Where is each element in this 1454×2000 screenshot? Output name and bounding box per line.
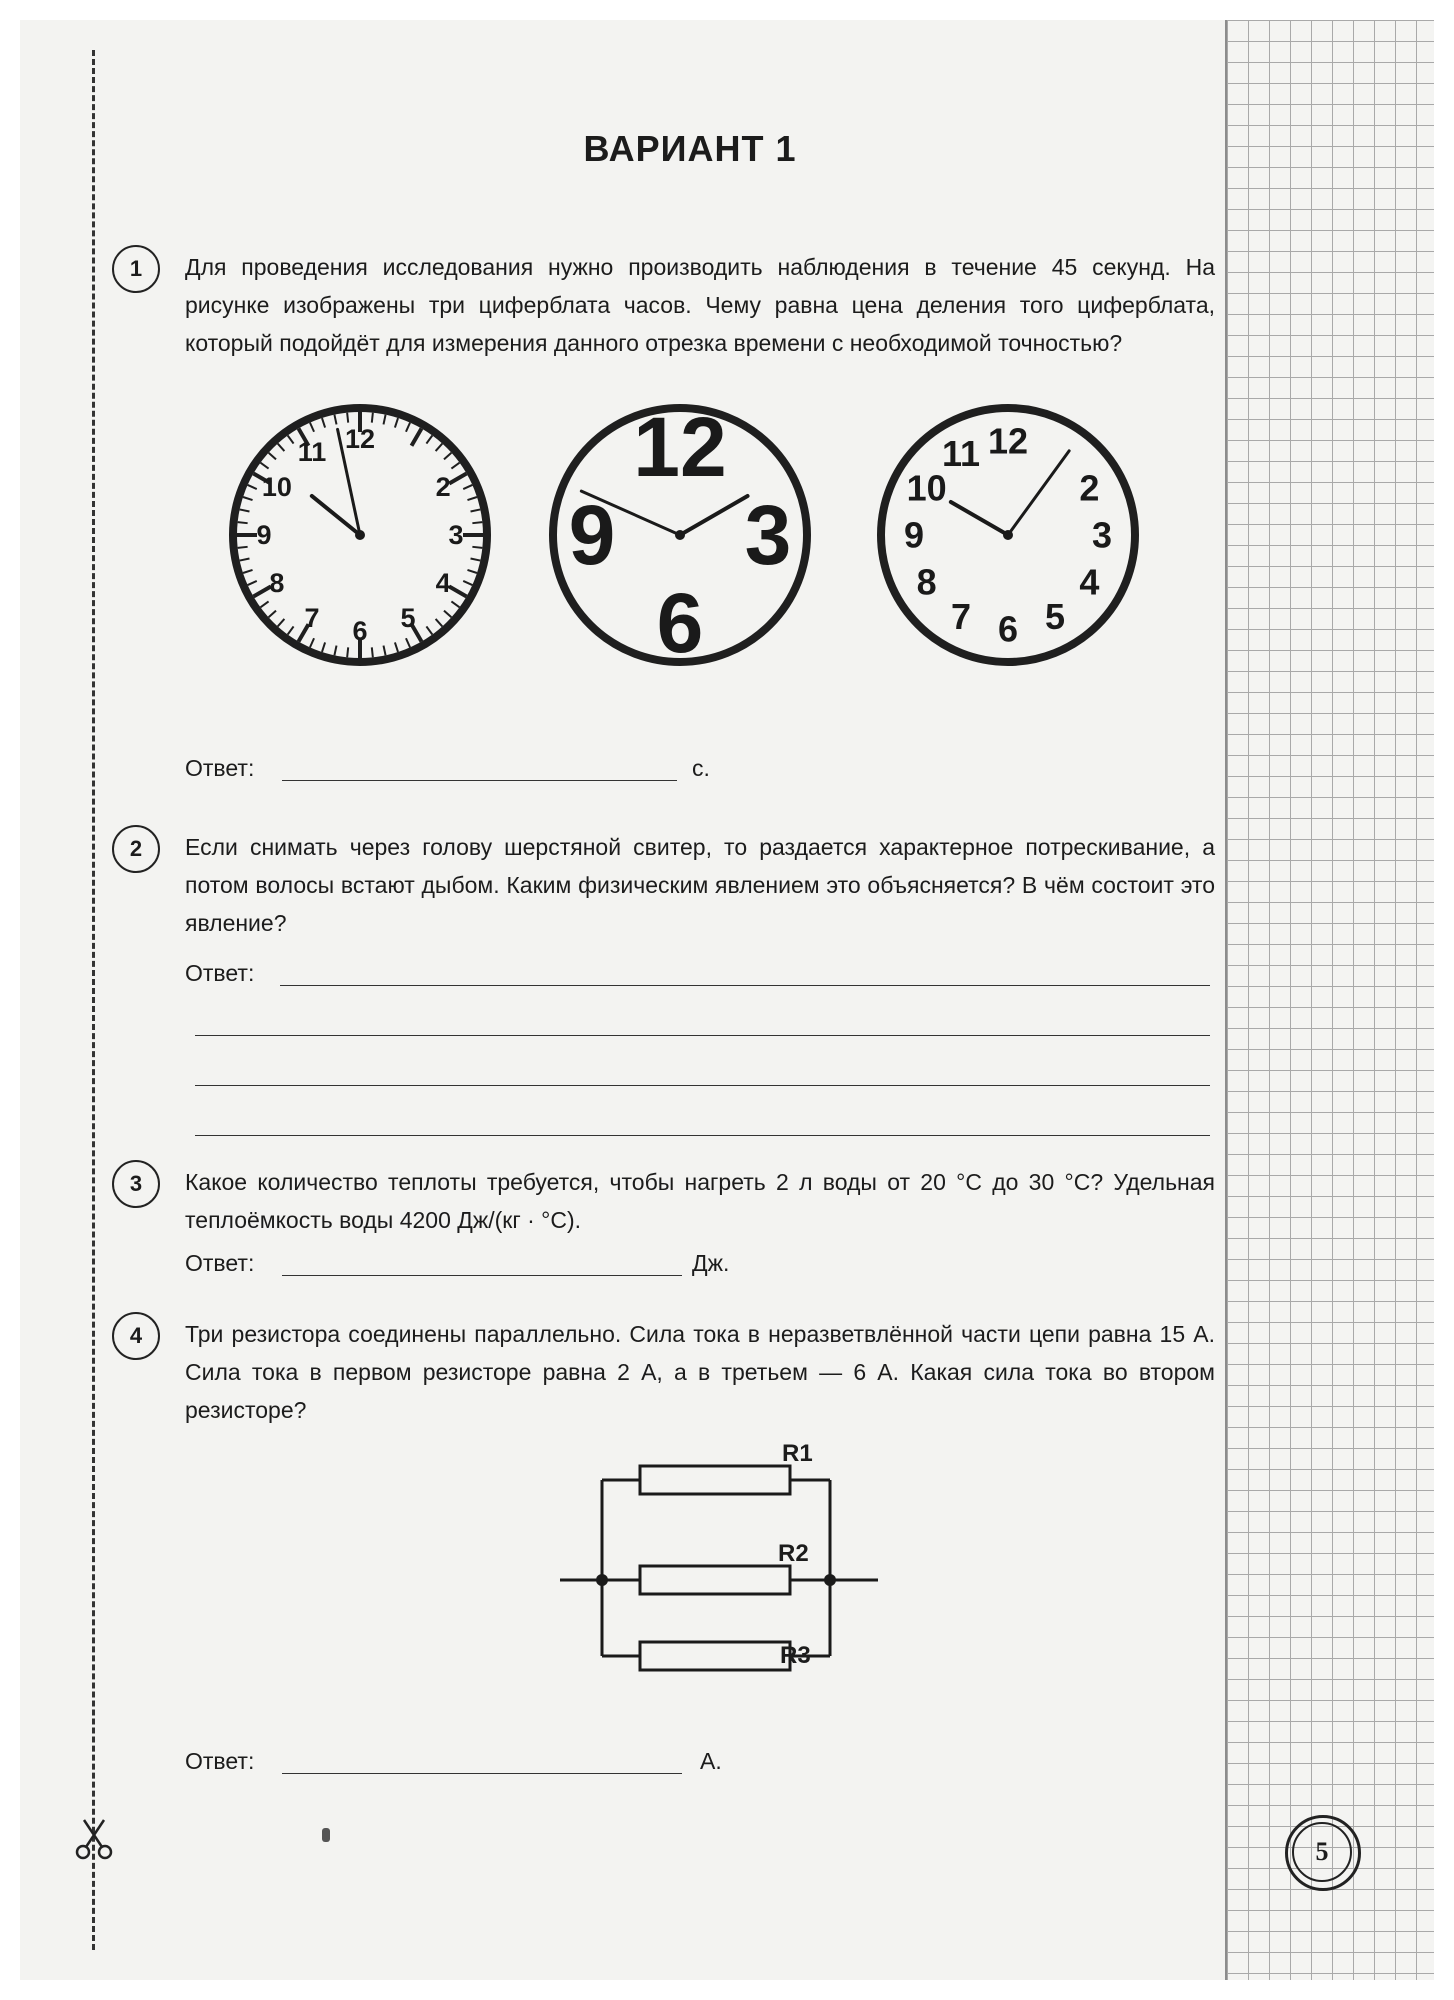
answer-label-3: Ответ:: [185, 1250, 255, 1276]
answer-line-4[interactable]: [282, 1773, 682, 1774]
clock-tick: [260, 601, 268, 607]
answer-line-2d[interactable]: [195, 1135, 1210, 1136]
clock-center: [1003, 530, 1013, 540]
clock-tick: [322, 418, 325, 428]
clock-numeral: 10: [906, 467, 947, 509]
clock-numeral: 6: [656, 576, 704, 670]
junction-right: [824, 1574, 836, 1586]
answer-unit-3: Дж.: [692, 1250, 730, 1276]
clock-tick: [278, 619, 285, 626]
clock-tick: [426, 435, 432, 443]
clock-numeral: 5: [400, 603, 416, 634]
clock-tick: [310, 638, 314, 647]
clock-tick: [334, 646, 336, 656]
clock-tick: [260, 463, 268, 469]
page-title: ВАРИАНТ 1: [583, 128, 797, 169]
clock-tick: [238, 522, 248, 523]
clock-numeral: 5: [1044, 595, 1066, 637]
clock-tick: [395, 418, 398, 428]
answer-label-4: Ответ:: [185, 1748, 255, 1774]
answer-line-2b[interactable]: [195, 1035, 1210, 1036]
clock-tick: [426, 626, 432, 634]
hour-hand: [680, 496, 748, 535]
clock-tick: [288, 626, 294, 634]
clock-tick: [347, 413, 348, 423]
question-text-1: Для проведения исследования нужно производить наблюдения в течение 45 секунд. На рисунке изображены три циферблата часов. Чему равна цена деления того циферблата, который подойдёт для измерения данного отрезка времени с необходимой точностью?: [185, 254, 1215, 356]
clock-numeral: 8: [916, 561, 937, 603]
clock-face-3: [868, 395, 1148, 675]
clock-numeral: 9: [903, 514, 925, 556]
clock-tick: [240, 509, 250, 511]
question-text-2: Если снимать через голову шерстяной свитер, то раздается характерное потрескивание, а потом волосы встают дыбом. Каким физическим явлением это объясняется? В чём состоит это явление?: [185, 834, 1215, 936]
minute-hand: [1008, 451, 1069, 535]
clock-tick: [269, 611, 276, 618]
clock-numeral: 7: [950, 595, 972, 637]
question-text-3: Какое количество теплоты требуется, чтобы нагреть 2 л воды от 20 °С до 30 °С? Удельная теплоёмкость воды 4200 Дж/(кг · °С).: [185, 1169, 1215, 1233]
question-text-4: Три резистора соединены параллельно. Сила тока в неразветвлённой части цепи равна 15 А. Сила тока в первом резисторе равна 2 А, а в третьем — 6 А. Какая сила тока во втором резисторе?: [185, 1321, 1215, 1423]
clock-tick: [248, 581, 257, 585]
clock-tick: [347, 647, 348, 657]
clock-tick: [406, 638, 410, 647]
clock-tick: [444, 453, 451, 460]
answer-unit-4: А.: [700, 1748, 722, 1774]
clock-tick: [472, 522, 482, 523]
clock-tick: [451, 601, 459, 607]
resistor-label-r1: R1: [782, 1440, 813, 1467]
page-number: 5: [1292, 1822, 1352, 1882]
clock-numeral: 11: [297, 436, 327, 467]
clock-numeral: 2: [435, 472, 451, 502]
answer-line-3[interactable]: [282, 1275, 682, 1276]
question-number-2: 2: [112, 825, 160, 873]
clock-tick: [451, 463, 459, 469]
clock-tick: [383, 415, 385, 425]
clock-numeral: 3: [448, 520, 464, 550]
clock-numeral: 12: [633, 400, 727, 494]
clock-tick: [243, 497, 253, 500]
junction-left: [596, 1574, 608, 1586]
answer-line-2a[interactable]: [280, 985, 1210, 986]
clock-tick: [463, 581, 472, 585]
clock-tick: [395, 642, 398, 652]
answer-line-2c[interactable]: [195, 1085, 1210, 1086]
clock-tick: [278, 444, 285, 451]
answer-label-1: Ответ:: [185, 755, 255, 781]
clock-face-1: [220, 395, 500, 675]
clock-tick: [243, 570, 253, 573]
clock-center: [355, 530, 365, 540]
clock-tick: [406, 423, 410, 432]
clock-numeral: 12: [344, 424, 376, 454]
clock-tick: [248, 485, 257, 489]
clock-tick: [449, 587, 466, 597]
clock-tick: [269, 453, 276, 460]
cut-line: [92, 50, 95, 1950]
clock-tick: [322, 642, 325, 652]
answer-label-2: Ответ:: [185, 960, 255, 986]
hour-hand: [951, 502, 1008, 535]
page-number-badge: [1285, 1815, 1361, 1891]
grid-margin: [1225, 20, 1434, 1980]
stray-mark: [322, 1828, 330, 1842]
clock-tick: [467, 570, 477, 573]
clock-tick: [334, 415, 336, 425]
clock-numeral: 4: [1079, 561, 1100, 603]
clock-numeral: 11: [941, 433, 981, 475]
clock-tick: [372, 647, 373, 657]
circuit-diagram: [540, 1440, 900, 1690]
clock-tick: [444, 611, 451, 618]
clock-tick: [472, 547, 482, 548]
clock-numeral: 9: [256, 520, 272, 550]
clock-numeral: 2: [1079, 467, 1100, 509]
clock-tick: [467, 497, 477, 500]
clock-numeral: 7: [304, 603, 320, 634]
clock-numeral: 8: [269, 568, 285, 598]
clock-tick: [463, 485, 472, 489]
clock-tick: [288, 435, 294, 443]
resistor-label-r3: R3: [780, 1642, 811, 1669]
clock-tick: [253, 587, 270, 597]
clock-numeral: 6: [352, 616, 368, 646]
question-number-4: 4: [112, 1312, 160, 1360]
answer-line-1[interactable]: [282, 780, 677, 781]
clock-tick: [449, 474, 466, 484]
clock-tick: [436, 619, 443, 626]
clock-tick: [412, 428, 422, 445]
clock-tick: [240, 558, 250, 560]
clock-tick: [436, 444, 443, 451]
clock-numeral: 12: [987, 420, 1029, 462]
clock-tick: [372, 413, 373, 423]
scissors-icon: [72, 1817, 116, 1861]
clock-tick: [471, 509, 481, 511]
clock-numeral: 4: [435, 568, 451, 598]
resistor-label-r2: R2: [778, 1540, 809, 1567]
clock-tick: [310, 423, 314, 432]
answer-unit-1: с.: [692, 755, 710, 781]
clock-tick: [471, 558, 481, 560]
clock-numeral: 6: [997, 608, 1019, 650]
clock-numeral: 9: [568, 488, 616, 582]
clock-numeral: 3: [1091, 514, 1113, 556]
clock-numeral: 3: [744, 488, 792, 582]
clock-center: [675, 530, 685, 540]
clock-tick: [383, 646, 385, 656]
clock-numeral: 10: [261, 472, 292, 502]
worksheet-page: [20, 20, 1434, 1980]
clock-face-2: [540, 395, 820, 675]
question-number-3: 3: [112, 1160, 160, 1208]
clock-tick: [238, 547, 248, 548]
question-number-1: 1: [112, 245, 160, 293]
